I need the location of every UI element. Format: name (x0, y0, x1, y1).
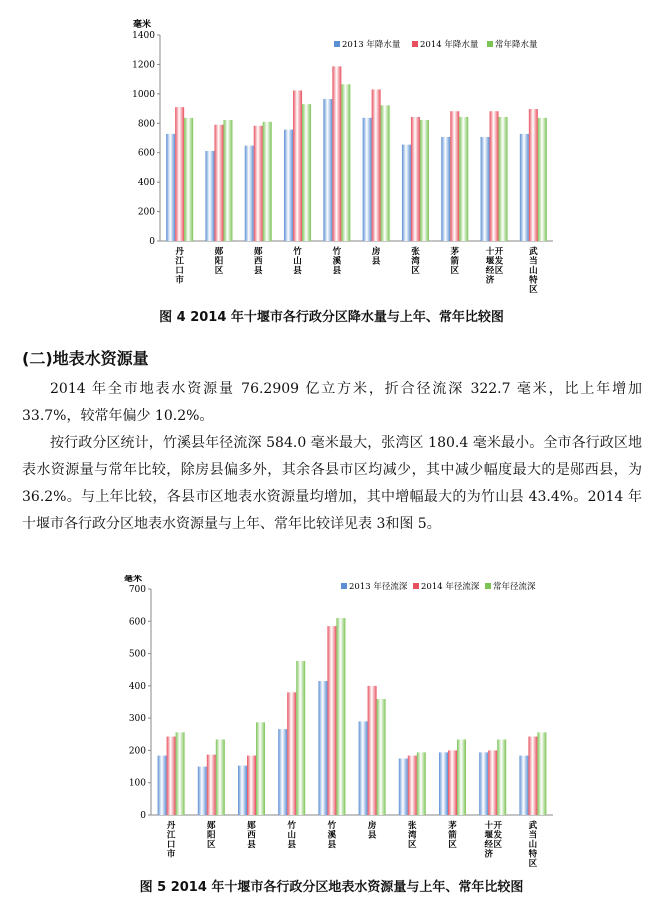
y-axis-label: 毫米 (133, 20, 152, 30)
bar (238, 766, 247, 815)
svg-text:郧: 郧 (214, 247, 224, 257)
svg-text:溪: 溪 (332, 256, 342, 267)
svg-text:口: 口 (166, 840, 176, 850)
bar (284, 130, 293, 241)
bar (363, 118, 372, 241)
svg-text:房: 房 (371, 247, 381, 257)
bar (296, 661, 305, 815)
figure-4-caption: 图 4 2014 年十堰市各行政分区降水量与上年、常年比较图 (159, 310, 504, 325)
y-tick-label: 300 (128, 714, 146, 725)
svg-text:箭: 箭 (448, 830, 457, 841)
svg-text:区: 区 (214, 266, 224, 276)
bar (336, 618, 345, 815)
bar (223, 120, 232, 241)
svg-text:箭: 箭 (450, 256, 460, 267)
bar (167, 737, 176, 815)
svg-text:区: 区 (408, 840, 417, 850)
svg-text:县: 县 (327, 840, 337, 850)
bar (529, 109, 538, 241)
svg-text:竹: 竹 (327, 821, 337, 831)
x-tick-label (207, 821, 216, 850)
legend-swatch (413, 583, 419, 589)
svg-text:县: 县 (367, 830, 377, 841)
svg-text:经: 经 (485, 266, 495, 276)
bar (519, 756, 528, 815)
bar (332, 66, 341, 241)
svg-text:郧: 郧 (247, 821, 256, 831)
svg-text:区: 区 (448, 840, 457, 850)
x-tick-label (411, 246, 420, 276)
bar (399, 759, 408, 816)
svg-text:茅: 茅 (450, 247, 460, 257)
bar (381, 105, 390, 241)
svg-text:丹: 丹 (166, 821, 176, 831)
bar (457, 739, 466, 815)
y-tick-label: 0 (140, 811, 146, 821)
svg-text:武: 武 (529, 247, 538, 257)
x-tick-label (166, 821, 176, 860)
x-tick-label (174, 247, 184, 286)
y-tick-label: 800 (137, 119, 155, 130)
bar (263, 122, 272, 241)
legend-label: 常年降水量 (495, 40, 538, 50)
y-tick-label: 600 (128, 617, 146, 628)
y-axis-label: 毫米 (124, 575, 143, 584)
svg-text:堰: 堰 (485, 256, 495, 267)
svg-text:区: 区 (529, 285, 538, 295)
svg-text:武: 武 (528, 821, 538, 831)
legend-label: 2014 年降水量 (420, 40, 479, 50)
svg-text:口: 口 (175, 266, 184, 276)
bar (207, 755, 216, 815)
bar (528, 737, 537, 815)
y-tick-label: 1000 (132, 89, 155, 100)
x-tick-label (293, 246, 302, 276)
svg-text:张: 张 (411, 247, 420, 257)
bar (245, 146, 254, 241)
svg-text:竹: 竹 (293, 247, 302, 257)
svg-text:经: 经 (484, 840, 493, 850)
svg-text:山: 山 (528, 840, 538, 850)
svg-text:茅: 茅 (448, 821, 457, 831)
svg-text:郧: 郧 (253, 247, 263, 257)
svg-text:开: 开 (494, 247, 504, 257)
bar (198, 767, 207, 815)
svg-text:江: 江 (166, 830, 176, 841)
svg-text:十: 十 (484, 821, 493, 831)
svg-text:湾: 湾 (408, 830, 417, 841)
svg-text:特: 特 (528, 849, 538, 860)
y-tick-label: 600 (137, 148, 155, 159)
bar (359, 721, 368, 815)
x-tick-label (529, 246, 538, 295)
y-tick-label: 200 (137, 207, 155, 218)
svg-text:当: 当 (529, 256, 538, 267)
bar (441, 137, 450, 241)
figure-5-caption: 图 5 2014 年十堰市各行政分区地表水资源量与上年、常年比较图 (139, 880, 524, 895)
svg-text:区: 区 (494, 266, 504, 276)
x-tick-label (215, 247, 224, 276)
bar (287, 692, 296, 815)
svg-text:西: 西 (253, 256, 263, 267)
bar (448, 750, 457, 815)
x-tick-label (448, 820, 457, 850)
svg-text:郧: 郧 (207, 821, 216, 831)
bar (538, 118, 547, 241)
bar (481, 137, 490, 241)
x-tick-label (408, 820, 417, 850)
svg-text:阳: 阳 (214, 256, 224, 267)
svg-text:房: 房 (367, 821, 377, 831)
y-tick-label: 1200 (132, 60, 155, 71)
bar (450, 111, 459, 241)
svg-text:十: 十 (485, 247, 495, 257)
svg-text:济: 济 (485, 275, 495, 286)
svg-text:发: 发 (494, 256, 504, 267)
svg-text:济: 济 (484, 849, 493, 860)
svg-text:区: 区 (450, 266, 460, 276)
svg-text:阳: 阳 (207, 830, 216, 841)
y-tick-label: 400 (137, 178, 155, 189)
svg-text:竹: 竹 (287, 821, 296, 831)
svg-text:区: 区 (411, 266, 420, 276)
x-tick-label (484, 820, 502, 860)
svg-text:县: 县 (247, 840, 256, 850)
bar (327, 626, 336, 815)
x-tick-label (529, 820, 538, 869)
svg-text:山: 山 (287, 830, 296, 841)
legend-label: 常年径流深 (493, 582, 536, 592)
svg-text:丹: 丹 (175, 247, 184, 257)
svg-text:溪: 溪 (327, 830, 337, 841)
bar (216, 739, 225, 815)
svg-text:开: 开 (493, 821, 502, 831)
svg-text:湾: 湾 (411, 256, 420, 267)
svg-text:区: 区 (207, 840, 216, 850)
bar (166, 134, 175, 241)
svg-text:当: 当 (528, 830, 538, 841)
bar (537, 732, 546, 815)
svg-text:特: 特 (529, 275, 538, 286)
y-tick-label: 500 (128, 649, 146, 660)
legend-label: 2014 年径流深 (421, 582, 480, 592)
bar (417, 752, 426, 815)
bar (205, 151, 214, 241)
bar (323, 99, 332, 241)
svg-text:张: 张 (408, 821, 417, 831)
svg-text:县: 县 (287, 840, 296, 850)
bar (479, 752, 488, 815)
x-tick-label (287, 820, 296, 850)
legend-swatch (485, 583, 491, 589)
bar (184, 118, 193, 241)
y-tick-label: 200 (128, 746, 146, 757)
bar (408, 756, 417, 815)
bar (497, 739, 506, 815)
bar (520, 134, 529, 241)
y-tick-label: 1400 (132, 31, 155, 41)
bar (377, 699, 386, 815)
legend-swatch (487, 41, 493, 47)
bar (158, 756, 167, 815)
svg-text:山: 山 (529, 266, 538, 276)
bar (402, 145, 411, 241)
svg-text:发: 发 (493, 830, 502, 841)
bar (372, 89, 381, 241)
legend-swatch (334, 41, 340, 47)
svg-text:县: 县 (332, 266, 342, 276)
svg-text:区: 区 (493, 840, 502, 850)
x-tick-label (254, 247, 263, 276)
svg-text:江: 江 (175, 256, 184, 267)
bar (499, 117, 508, 241)
svg-text:市: 市 (166, 849, 176, 860)
x-tick-label (450, 246, 459, 276)
legend-swatch (412, 41, 418, 47)
y-tick-label: 0 (149, 237, 155, 247)
x-tick-label (367, 820, 377, 841)
legend-label: 2013 年径流深 (349, 582, 408, 592)
y-tick-label: 700 (128, 585, 146, 595)
section-heading: (二)地表水资源量 (22, 349, 149, 368)
bar (459, 117, 468, 241)
svg-text:县: 县 (371, 256, 381, 267)
bar (247, 756, 256, 815)
precipitation-bar-chart (0, 8, 663, 298)
runoff-bar-chart (0, 575, 663, 875)
x-tick-label (328, 820, 337, 850)
svg-text:县: 县 (253, 266, 263, 276)
bar (488, 750, 497, 815)
bar (490, 111, 499, 241)
bar (439, 752, 448, 815)
bar (293, 90, 302, 241)
svg-text:堰: 堰 (484, 830, 493, 841)
bar (420, 120, 429, 241)
x-tick-label (486, 246, 504, 286)
bar (256, 722, 265, 815)
bar (175, 107, 184, 241)
x-tick-label (333, 246, 342, 276)
svg-text:市: 市 (175, 275, 184, 286)
paragraph-2: 按行政分区统计，竹溪县年径流深 584.0 毫米最大，张湾区 180.4 毫米最小。全市各行政区地表水资源量与常年比较，除房县偏多外，其余各县市区均减少，其中减少幅度最大的是郧西县，为 36.2%。与上年比较，各县市区地表水资源量均增加，其中增幅最大的为竹山县 43.4%。2014 年十堰市各行政分区地表水资源量与上年、常年比较详见表 3和图 5。 (22, 435, 642, 532)
bar (341, 84, 350, 241)
svg-text:山: 山 (293, 256, 302, 267)
bar (411, 117, 420, 241)
svg-text:区: 区 (528, 859, 538, 869)
bar (176, 732, 185, 815)
svg-text:竹: 竹 (332, 247, 342, 257)
y-tick-label: 100 (128, 778, 146, 789)
bar (254, 126, 263, 241)
bar (214, 125, 223, 241)
bar (368, 686, 377, 815)
bar (318, 681, 327, 815)
y-tick-label: 400 (128, 681, 146, 692)
bar (278, 729, 287, 815)
svg-text:县: 县 (293, 266, 302, 276)
svg-text:西: 西 (247, 830, 256, 841)
bar (302, 104, 311, 241)
legend-swatch (341, 583, 347, 589)
x-tick-label (247, 821, 256, 850)
paragraph-1: 2014 年全市地表水资源量 76.2909 亿立方米，折合径流深 322.7 毫米，比上年增加 33.7%，较常年偏少 10.2%。 (22, 381, 642, 424)
legend-label: 2013 年降水量 (342, 40, 401, 50)
x-tick-label (371, 246, 381, 267)
